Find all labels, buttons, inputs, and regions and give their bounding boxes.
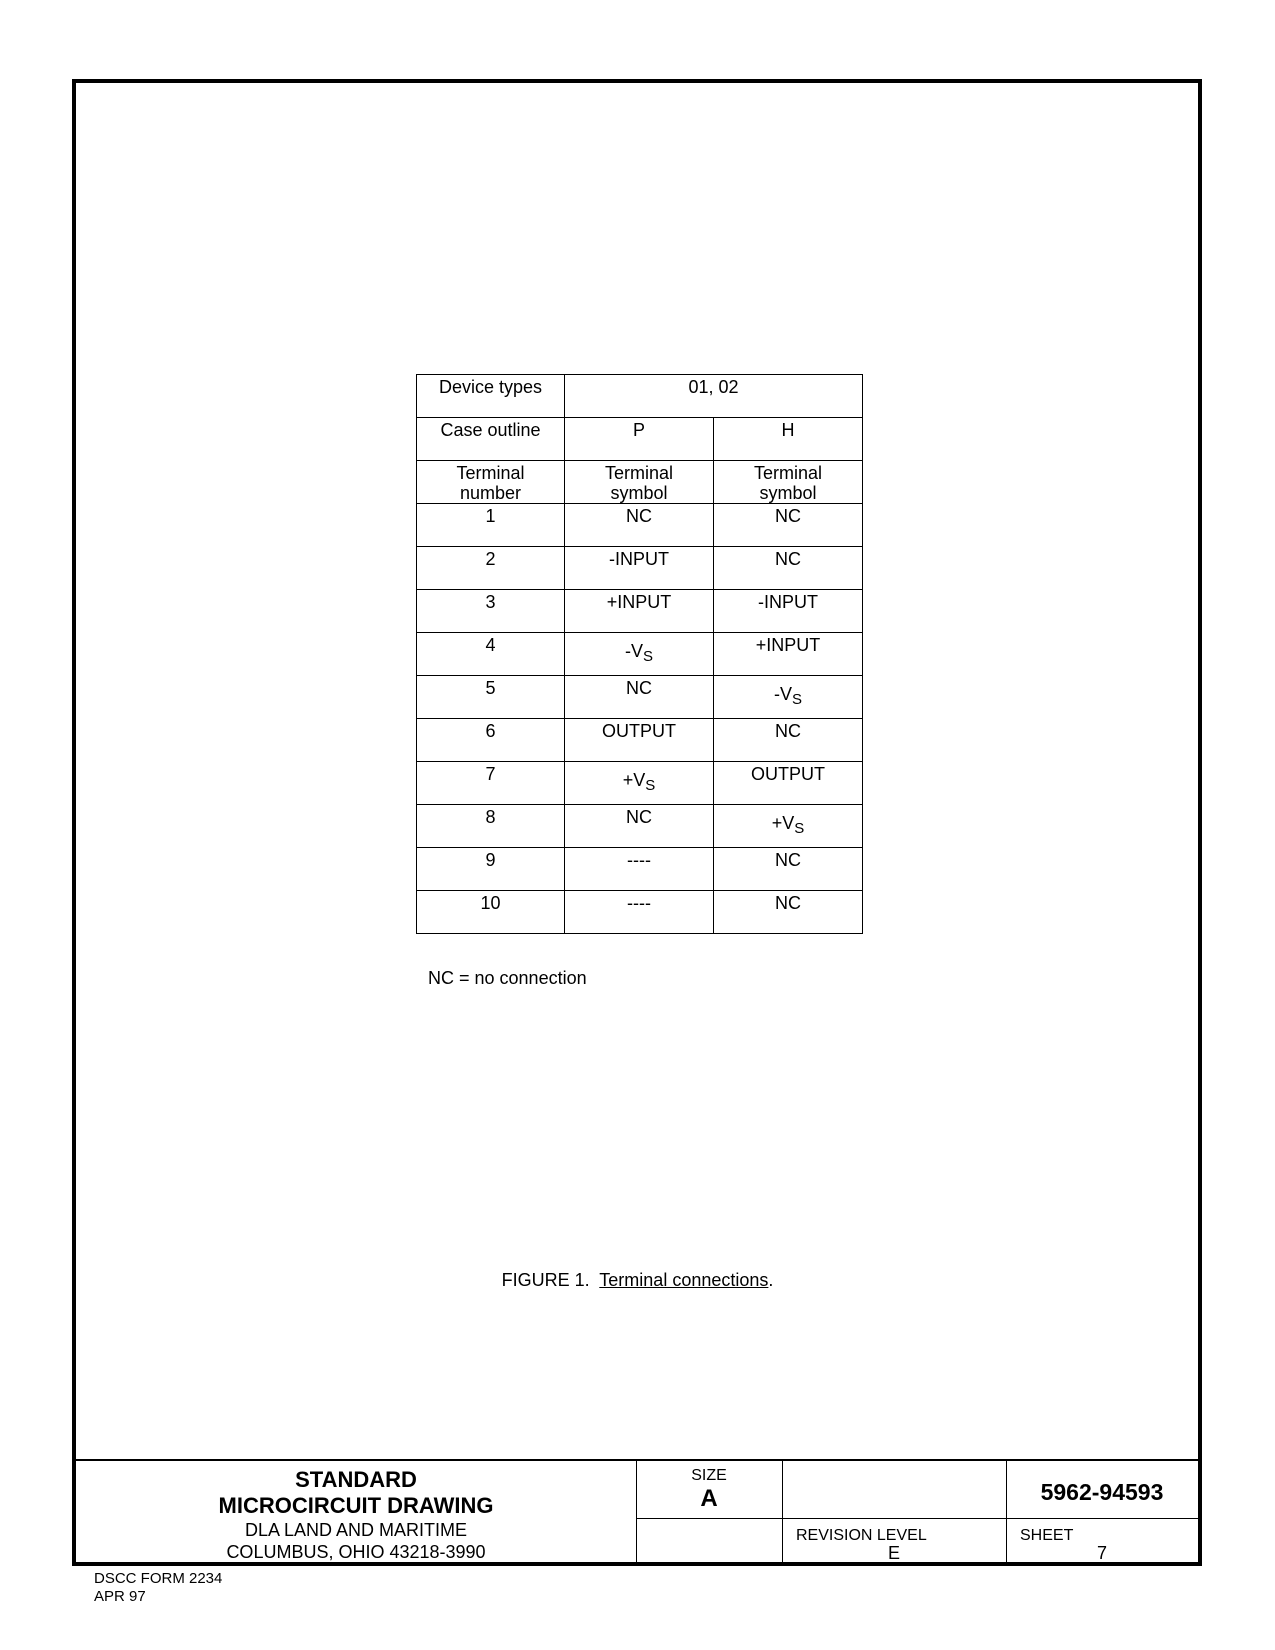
symbol-subscript: S — [645, 777, 656, 794]
divider — [636, 1518, 782, 1519]
header-line: symbol — [759, 483, 817, 503]
terminal-number-cell: 9 — [417, 848, 565, 891]
terminal-number-cell: 4 — [417, 633, 565, 676]
title-line-2: MICROCIRCUIT DRAWING — [218, 1493, 494, 1518]
table-row — [417, 805, 863, 848]
sheet-number: 7 — [1096, 1543, 1107, 1563]
figure-number: FIGURE 1. — [501, 1270, 590, 1290]
column-header-row — [417, 461, 863, 504]
table-row — [417, 504, 863, 547]
figure-title: Terminal connections — [599, 1270, 769, 1290]
terminal-symbol-h-cell: -INPUT — [714, 590, 863, 633]
terminal-number-cell: 2 — [417, 547, 565, 590]
figure-caption-period: . — [768, 1270, 774, 1290]
revision-level-label: REVISION LEVEL — [796, 1527, 927, 1544]
title-line-1: STANDARD — [295, 1467, 417, 1492]
terminal-symbol-p-cell: -INPUT — [565, 547, 714, 590]
terminal-symbol-p-cell: NC — [565, 676, 714, 719]
case-outline-row — [417, 418, 863, 461]
symbol-subscript: S — [642, 648, 653, 665]
symbol-text: +V — [622, 770, 646, 790]
form-identifier — [94, 1570, 222, 1606]
table-row — [417, 547, 863, 590]
terminal-symbol-h-cell — [714, 676, 863, 719]
terminal-symbol — [772, 807, 805, 839]
terminal-symbol — [623, 764, 656, 796]
terminal-number-cell: 3 — [417, 590, 565, 633]
table-row — [417, 633, 863, 676]
terminal-symbol — [774, 678, 802, 710]
terminal-symbol-header-p — [565, 461, 714, 504]
terminal-symbol-p-cell: OUTPUT — [565, 719, 714, 762]
terminal-symbol-h-cell: +INPUT — [714, 633, 863, 676]
title-block — [76, 1459, 1198, 1564]
header-line: Terminal — [604, 463, 674, 483]
size-value: A — [700, 1485, 718, 1512]
terminal-number-cell: 8 — [417, 805, 565, 848]
header-line: Terminal — [753, 463, 823, 483]
symbol-text: +V — [771, 813, 795, 833]
table-row — [417, 891, 863, 934]
symbol-text: -V — [773, 684, 792, 704]
terminal-symbol-p-cell: +INPUT — [565, 590, 714, 633]
terminal-symbol-h-cell — [714, 805, 863, 848]
device-types-row — [417, 375, 863, 418]
device-types-label: Device types — [417, 375, 565, 418]
terminal-symbol-h-cell: OUTPUT — [714, 762, 863, 805]
terminal-symbol-p-cell: ---- — [565, 848, 714, 891]
divider — [782, 1518, 1198, 1519]
case-outline-label: Case outline — [417, 418, 565, 461]
symbol-text: -V — [624, 641, 643, 661]
table-row — [417, 676, 863, 719]
terminal-symbol-p-cell — [565, 762, 714, 805]
sheet-label: SHEET — [1020, 1527, 1074, 1544]
terminal-number-cell: 6 — [417, 719, 565, 762]
case-outline-h: H — [714, 418, 863, 461]
agency-address: COLUMBUS, OHIO 43218-3990 — [226, 1542, 486, 1562]
terminal-symbol-h-cell: NC — [714, 547, 863, 590]
revision-level-value: E — [887, 1543, 900, 1563]
terminal-symbol — [625, 635, 653, 667]
terminal-number-cell: 5 — [417, 676, 565, 719]
symbol-subscript: S — [791, 691, 802, 708]
table-row — [417, 848, 863, 891]
case-outline-p: P — [565, 418, 714, 461]
terminal-number-cell: 10 — [417, 891, 565, 934]
terminal-symbol-h-cell: NC — [714, 504, 863, 547]
header-line: Terminal — [456, 463, 525, 483]
header-line: symbol — [610, 483, 668, 503]
terminal-symbol-p-cell: NC — [565, 805, 714, 848]
document-number: 5962-94593 — [1040, 1479, 1164, 1505]
form-date: APR 97 — [94, 1588, 146, 1605]
terminal-connections-table — [416, 374, 863, 934]
device-types-value: 01, 02 — [565, 375, 863, 418]
standard-drawing-block — [76, 1467, 636, 1563]
terminal-number-header — [417, 461, 565, 504]
terminal-rows — [417, 504, 863, 934]
terminal-symbol-h-cell: NC — [714, 891, 863, 934]
form-number: DSCC FORM 2234 — [94, 1570, 223, 1587]
figure-caption — [0, 1270, 1275, 1291]
size-label: SIZE — [691, 1467, 727, 1484]
terminal-number-cell: 7 — [417, 762, 565, 805]
terminal-symbol-header-h — [714, 461, 863, 504]
agency-name: DLA LAND AND MARITIME — [244, 1520, 468, 1540]
nc-note: NC = no connection — [428, 968, 587, 988]
header-line: number — [459, 483, 522, 503]
table-row — [417, 590, 863, 633]
terminal-symbol-p-cell: NC — [565, 504, 714, 547]
table-row — [417, 762, 863, 805]
terminal-symbol-h-cell: NC — [714, 719, 863, 762]
terminal-symbol-p-cell: ---- — [565, 891, 714, 934]
table-row — [417, 719, 863, 762]
terminal-symbol-p-cell — [565, 633, 714, 676]
terminal-symbol-h-cell: NC — [714, 848, 863, 891]
symbol-subscript: S — [794, 820, 805, 837]
terminal-number-cell: 1 — [417, 504, 565, 547]
